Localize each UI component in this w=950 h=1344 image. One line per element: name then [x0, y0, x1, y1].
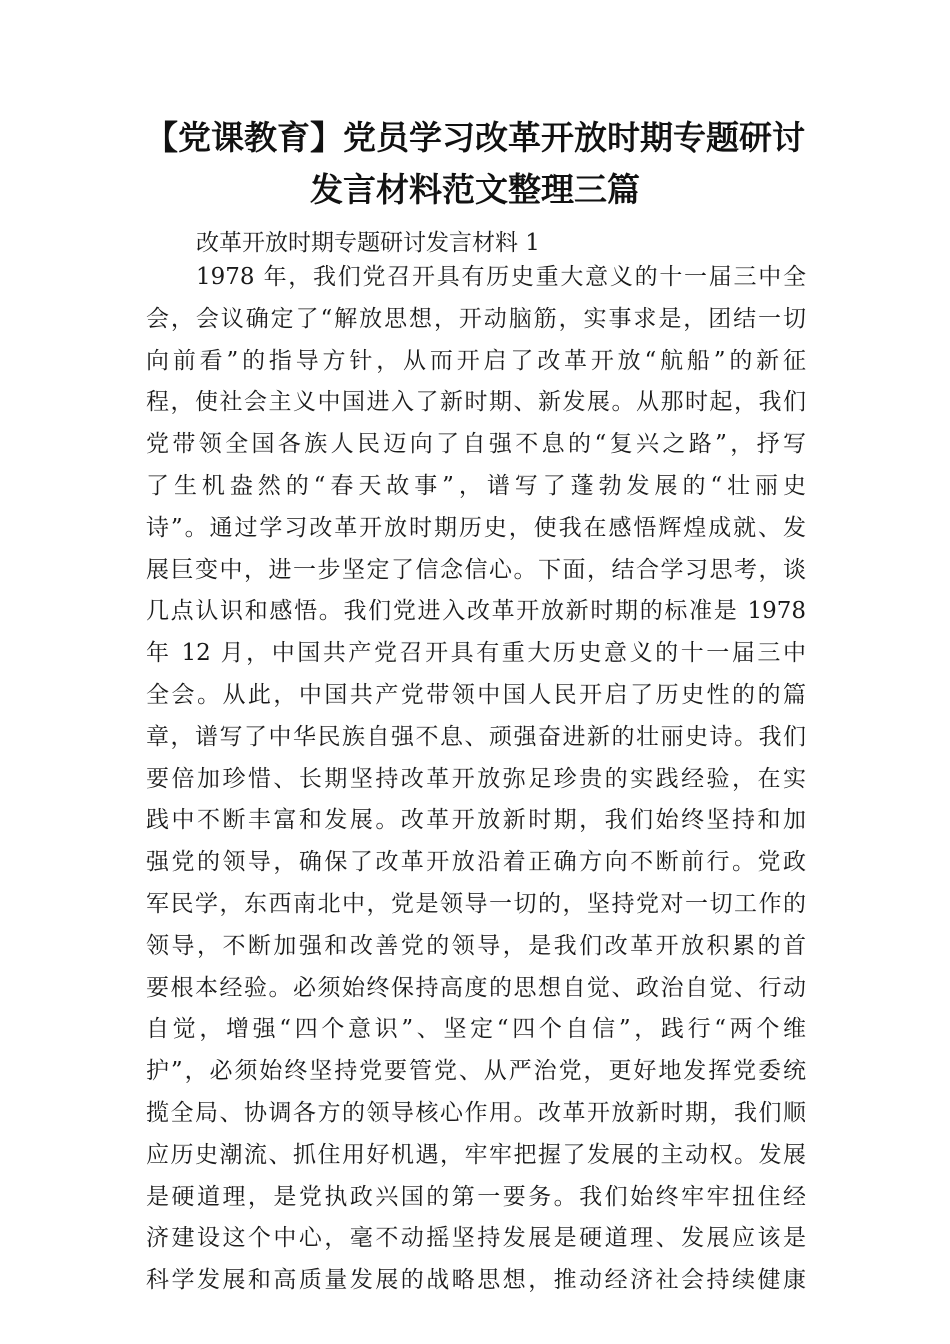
document-title	[100, 112, 850, 216]
body-line: 践中不断丰富和发展。改革开放新时期，我们始终坚持和加	[146, 807, 806, 834]
body-line: 几点认识和感悟。我们党进入改革开放新时期的标准是 1978	[146, 598, 806, 625]
body-line: 展巨变中，进一步坚定了信念信心。下面，结合学习思考，谈	[146, 556, 806, 583]
body-line: 诗”。通过学习改革开放时期历史，使我在感悟辉煌成就、发	[146, 514, 806, 541]
title-line-2: 发言材料范文整理三篇	[310, 170, 640, 209]
body-line: 护”，必须始终坚持党要管党、从严治党，更好地发挥党委统	[146, 1058, 806, 1085]
body-line: 要根本经验。必须始终保持高度的思想自觉、政治自觉、行动	[146, 974, 806, 1001]
body-line: 了生机盎然的“春天故事”，谱写了蓬勃发展的“壮丽史	[146, 472, 806, 499]
body-line: 1978 年，我们党召开具有历史重大意义的十一届三中全	[196, 264, 806, 290]
body-line: 全会。从此，中国共产党带领中国人民开启了历史性的的篇	[146, 681, 806, 708]
body-line: 是硬道理，是党执政兴国的第一要务。我们始终牢牢扭住经	[146, 1183, 806, 1210]
body-line: 军民学，东西南北中，党是领导一切的，坚持党对一切工作的	[146, 890, 806, 917]
body-line: 程，使社会主义中国进入了新时期、新发展。从那时起，我们	[146, 389, 806, 416]
body-line: 会，会议确定了“解放思想，开动脑筋，实事求是，团结一切	[146, 305, 806, 332]
body-text	[146, 257, 806, 1302]
body-line: 济建设这个中心，毫不动摇坚持发展是硬道理、发展应该是	[146, 1225, 806, 1252]
body-line: 要倍加珍惜、长期坚持改革开放弥足珍贵的实践经验，在实	[146, 765, 806, 792]
body-line: 自觉，增强“四个意识”、坚定“四个自信”，践行“两个维	[146, 1016, 806, 1043]
body-line: 年 12 月，中国共产党召开具有重大历史意义的十一届三中	[146, 640, 806, 667]
body-line: 向前看”的指导方针，从而开启了改革开放“航船”的新征	[146, 347, 806, 374]
section-subheading: 改革开放时期专题研讨发言材料 1	[196, 230, 540, 256]
body-line: 章，谱写了中华民族自强不息、顽强奋进新的壮丽史诗。我们	[146, 723, 806, 750]
body-line: 应历史潮流、抓住用好机遇，牢牢把握了发展的主动权。发展	[146, 1141, 806, 1168]
body-line: 强党的领导，确保了改革开放沿着正确方向不断前行。党政	[146, 849, 806, 876]
body-line: 科学发展和高质量发展的战略思想，推动经济社会持续健康	[146, 1267, 806, 1294]
title-line-1: 【党课教育】党员学习改革开放时期专题研讨	[145, 118, 805, 157]
body-line: 党带领全国各族人民迈向了自强不息的“复兴之路”，抒写	[146, 431, 806, 458]
body-line: 领导，不断加强和改善党的领导，是我们改革开放积累的首	[146, 932, 806, 959]
body-line: 揽全局、协调各方的领导核心作用。改革开放新时期，我们顺	[146, 1099, 806, 1126]
